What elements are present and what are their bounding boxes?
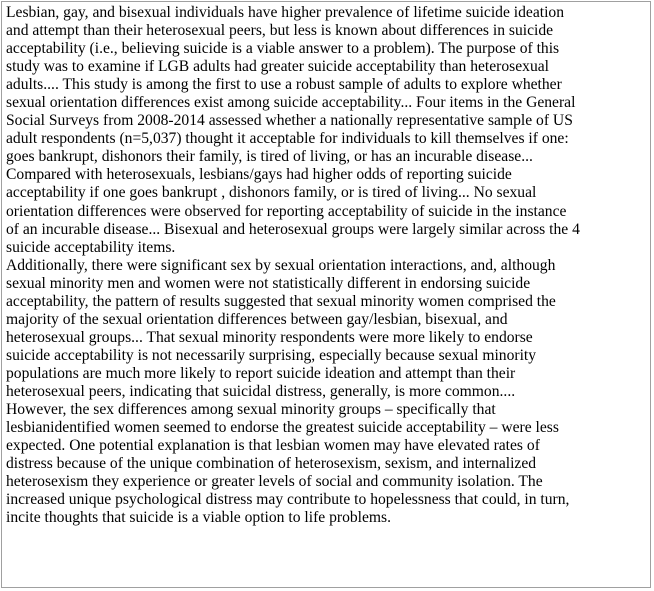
text-line: acceptability if one goes bankrupt , dishonors family, or is tired of living... No sexual (6, 184, 537, 202)
text-line: orientation differences were observed for reporting acceptability of suicide in the instance (6, 202, 567, 220)
text-line: majority of the sexual orientation differences between gay/lesbian, bisexual, and (6, 310, 508, 328)
text-line: Social Surveys from 2008-2014 assessed whether a nationally representative sample of US (6, 112, 573, 130)
text-line: Lesbian, gay, and bisexual individuals have higher prevalence of lifetime suicide ideation (6, 4, 565, 21)
text-line: and attempt than their heterosexual peers, but less is known about differences in suicide (6, 22, 554, 40)
text-line: expected. One potential explanation is that lesbian women may have elevated rates of (6, 437, 540, 455)
text-line: of an incurable disease... Bisexual and heterosexual groups were largely similar across the 4 (6, 220, 580, 238)
text-line: acceptability (i.e., believing suicide is a viable answer to a problem). The purpose of this (6, 40, 560, 58)
text-line: acceptability, the pattern of results suggested that sexual minority women comprised the (6, 292, 556, 310)
text-line: distress because of the unique combination of heterosexism, sexism, and internalized (6, 455, 537, 473)
text-line: lesbianidentified women seemed to endorse the greatest suicide acceptability – were less (6, 419, 559, 437)
text-line: heterosexual groups... That sexual minority respondents were more likely to endorse (6, 328, 533, 346)
text-line: increased unique psychological distress may contribute to hopelessness that could, in turn, (6, 491, 570, 509)
text-line: However, the sex differences among sexual minority groups – specifically that (6, 401, 496, 419)
text-line: incite thoughts that suicide is a viable option to life problems. (6, 509, 392, 527)
text-line: goes bankrupt, dishonors their family, is tired of living, or has an incurable disease... (6, 148, 533, 166)
text-line: Additionally, there were significant sex by sexual orientation interactions, and, although (6, 256, 556, 274)
text-line: heterosexual peers, indicating that suicidal distress, generally, is more common.... (6, 382, 516, 400)
text-line: suicide acceptability items. (6, 238, 176, 256)
text-document (1, 1, 651, 588)
text-line: Compared with heterosexuals, lesbians/gays had higher odds of reporting suicide (6, 166, 512, 184)
text-line: sexual orientation differences exist among suicide acceptability... Four items in the General (6, 94, 576, 112)
text-line: populations are much more likely to report suicide ideation and attempt than their (6, 364, 516, 382)
text-line: adult respondents (n=5,037) thought it acceptable for individuals to kill themselves if one: (6, 130, 569, 148)
text-line: adults.... This study is among the first to use a robust sample of adults to explore whether (6, 76, 562, 94)
text-line: heterosexism they experience or greater levels of social and community isolation. The (6, 473, 543, 491)
text-line: sexual minority men and women were not statistically different in endorsing suicide (6, 274, 531, 292)
text-line: study was to examine if LGB adults had greater suicide acceptability than heterosexual (6, 58, 550, 76)
text-line: suicide acceptability is not necessarily surprising, especially because sexual minority (6, 346, 537, 364)
